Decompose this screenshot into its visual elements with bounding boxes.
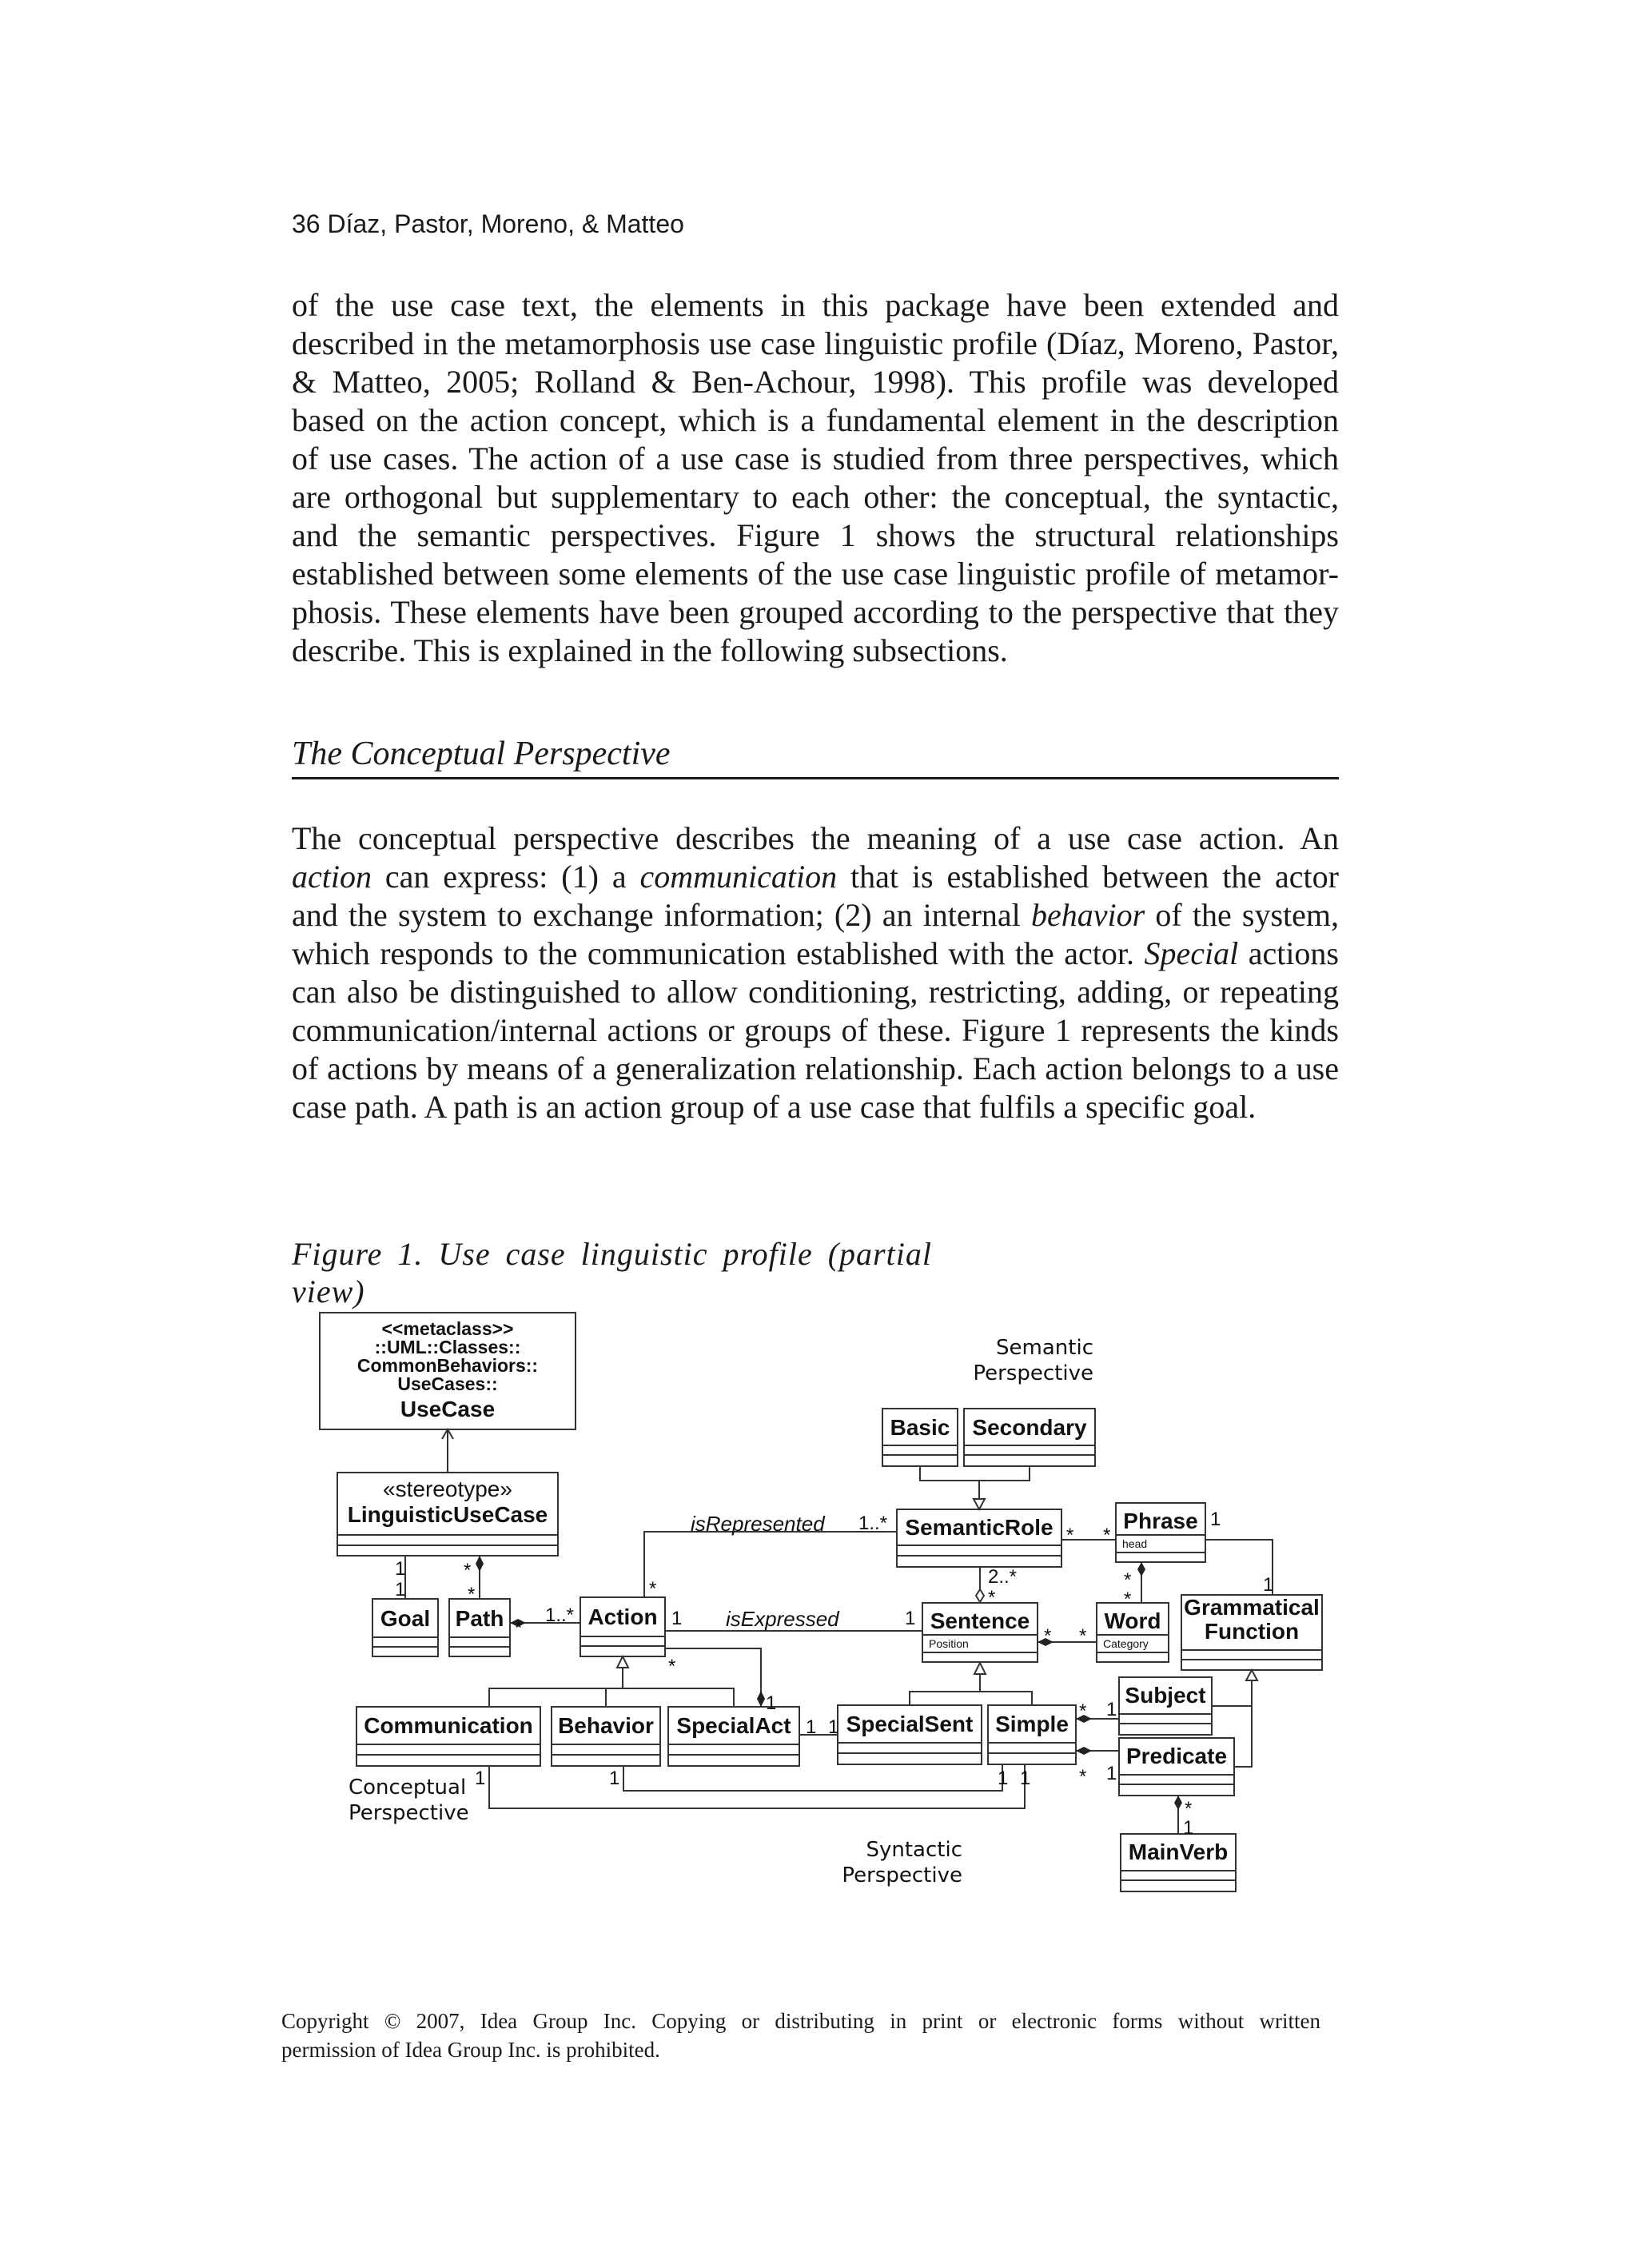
- multiplicities: [395, 1509, 1273, 1839]
- mult: *: [1066, 1525, 1074, 1546]
- mult: *: [1079, 1700, 1087, 1722]
- class-name: SpecialSent: [846, 1712, 974, 1736]
- mult: *: [988, 1587, 996, 1608]
- mult: *: [464, 1560, 472, 1581]
- mult: 1: [828, 1716, 839, 1738]
- class-name: Action: [587, 1604, 658, 1629]
- mult: *: [515, 1617, 523, 1639]
- class-specialact: [668, 1707, 799, 1766]
- text-run: of the system,: [1145, 897, 1339, 933]
- section-line: communication/internal actions or groups of these. Figure 1 represents the kinds: [292, 1012, 1339, 1048]
- mult: 1: [806, 1716, 817, 1738]
- section-line: case path. A path is an action group of a use case that fulfils a specific goal.: [292, 1089, 1257, 1125]
- class-name: Subject: [1125, 1683, 1206, 1708]
- class-word: [1097, 1603, 1169, 1662]
- emph-communication: communication: [639, 859, 838, 895]
- class-name: SemanticRole: [905, 1515, 1053, 1540]
- class-communication: [356, 1707, 540, 1766]
- class-name: Sentence: [930, 1608, 1030, 1633]
- metaclass-line: CommonBehaviors::: [356, 1355, 539, 1376]
- metaclass-line: UseCases::: [397, 1373, 498, 1394]
- class-name: Secondary: [972, 1415, 1087, 1440]
- class-behavior: [552, 1707, 660, 1766]
- class-mainverb: [1121, 1834, 1236, 1891]
- intro-line: of use cases. The action of a use case is studied from three perspectives, which: [292, 440, 1339, 476]
- conceptual-perspective-label: Perspective: [349, 1801, 469, 1825]
- class-action: [580, 1597, 665, 1656]
- running-head: 36 Díaz, Pastor, Moreno, & Matteo: [292, 209, 684, 238]
- intro-line: described in the metamorphosis use case linguistic profile (Díaz, Moreno, Pastor,: [292, 325, 1339, 361]
- class-name: Communication: [364, 1713, 533, 1738]
- class-name: Path: [455, 1606, 504, 1631]
- mult: 1: [766, 1692, 777, 1714]
- intro-line: are orthogonal but supplementary to each other: the conceptual, the syntactic,: [292, 479, 1339, 515]
- syntactic-perspective-label: Syntactic: [866, 1838, 962, 1862]
- class-secondary: [964, 1409, 1095, 1466]
- figure-caption: Figure 1. Use case linguistic profile (partial view): [292, 1236, 932, 1309]
- section-line: The conceptual perspective describes the meaning of a use case action. An: [292, 820, 1339, 856]
- class-name: Simple: [995, 1712, 1069, 1736]
- class-simple: [988, 1705, 1076, 1764]
- class-name: Grammatical: [1184, 1595, 1320, 1620]
- linguistic-usecase-name: LinguisticUseCase: [347, 1502, 548, 1527]
- mult: 1: [1210, 1509, 1221, 1530]
- class-semanticrole: [897, 1509, 1061, 1567]
- mult: 1: [475, 1768, 486, 1789]
- class-predicate: [1119, 1738, 1234, 1796]
- attribute-head: head: [1122, 1537, 1148, 1550]
- mult: *: [1103, 1525, 1111, 1546]
- syntactic-perspective-label: Perspective: [842, 1863, 962, 1887]
- intro-line: based on the action concept, which is a fundamental element in the description: [292, 402, 1339, 438]
- attribute-position: Position: [929, 1637, 969, 1650]
- intro-line: of the use case text, the elements in this package have been extended and: [292, 287, 1339, 323]
- conceptual-perspective-label: Conceptual: [349, 1776, 467, 1800]
- mult: 1: [905, 1608, 916, 1629]
- mult: 1: [1106, 1699, 1117, 1720]
- class-name: Word: [1104, 1608, 1161, 1633]
- mult: 1: [395, 1579, 406, 1600]
- mult: 1..*: [858, 1513, 888, 1534]
- mult: *: [1044, 1625, 1052, 1647]
- text-run: which responds to the communication established with the actor.: [292, 935, 1145, 971]
- footer-line: Copyright © 2007, Idea Group Inc. Copying or distributing in print or electronic forms without written: [281, 2009, 1320, 2033]
- emph-action: action: [292, 859, 372, 895]
- class-goal: [372, 1599, 438, 1656]
- footer-line: permission of Idea Group Inc. is prohibited.: [281, 2038, 660, 2062]
- class-name: SpecialAct: [676, 1713, 791, 1738]
- linguistic-usecase-box: [337, 1473, 558, 1556]
- label-isrepresented: isRepresented: [691, 1512, 825, 1536]
- mult: 1: [671, 1608, 683, 1629]
- metaclass-line: <<metaclass>>: [381, 1318, 514, 1339]
- emph-special: Special: [1144, 935, 1239, 971]
- class-subject: [1119, 1677, 1212, 1735]
- mult: *: [1079, 1766, 1087, 1788]
- class-grammatical-function: [1181, 1595, 1322, 1670]
- mult: 1: [1263, 1574, 1274, 1596]
- mult: *: [649, 1578, 657, 1600]
- mult: 1: [609, 1768, 620, 1789]
- copyright-footer: [281, 2007, 1320, 2064]
- intro-line: established between some elements of the use case linguistic profile of metamor-: [292, 556, 1339, 592]
- intro-line: and the semantic perspectives. Figure 1 shows the structural relationships: [292, 517, 1339, 553]
- class-name: Phrase: [1123, 1509, 1198, 1533]
- mult: 1: [1183, 1817, 1194, 1839]
- section-line: can also be distinguished to allow conditioning, restricting, adding, or repeating: [292, 974, 1339, 1010]
- class-name: Behavior: [558, 1713, 654, 1738]
- mult: 2..*: [988, 1566, 1018, 1588]
- mult: 1: [998, 1768, 1009, 1789]
- section-heading: The Conceptual Perspective: [292, 734, 1339, 779]
- class-phrase: [1116, 1503, 1205, 1562]
- class-sentence: [922, 1603, 1038, 1662]
- metaclass-box: [320, 1313, 576, 1429]
- mult: *: [1185, 1798, 1193, 1820]
- class-specialsent: [838, 1705, 982, 1764]
- text-run: and the system to exchange information; (2) an internal: [292, 897, 1031, 933]
- semantic-perspective-label: Perspective: [973, 1361, 1093, 1385]
- mult: *: [468, 1584, 476, 1605]
- mult: *: [1124, 1588, 1132, 1610]
- class-name: Predicate: [1125, 1744, 1228, 1768]
- section-line: of actions by means of a generalization relationship. Each action belongs to a use: [292, 1050, 1339, 1086]
- mult: *: [1079, 1625, 1087, 1647]
- metaclass-line: ::UML::Classes::: [374, 1337, 521, 1357]
- attribute-category: Category: [1103, 1637, 1149, 1650]
- intro-line: phosis. These elements have been grouped according to the perspective that they: [292, 594, 1339, 630]
- mult: 1: [1106, 1763, 1117, 1784]
- mult: *: [1124, 1569, 1132, 1591]
- intro-line: describe. This is explained in the following subsections.: [292, 632, 1008, 668]
- usecase-name: UseCase: [400, 1397, 496, 1421]
- class-path: [449, 1599, 510, 1656]
- mult: 1..*: [545, 1604, 575, 1626]
- class-name: Basic: [890, 1415, 950, 1440]
- class-basic: [882, 1409, 958, 1466]
- label-isexpressed: isExpressed: [726, 1607, 839, 1631]
- mult: *: [668, 1656, 676, 1677]
- class-name: MainVerb: [1128, 1840, 1229, 1864]
- class-name: Goal: [380, 1606, 431, 1631]
- text-run: that is established between the actor: [837, 859, 1339, 895]
- mult: 1: [395, 1558, 406, 1580]
- text-run: actions: [1238, 935, 1339, 971]
- intro-line: & Matteo, 2005; Rolland & Ben-Achour, 1998). This profile was developed: [292, 364, 1339, 400]
- mult: 1: [1020, 1768, 1031, 1789]
- text-run: can express: (1) a: [371, 859, 640, 895]
- class-name: Function: [1204, 1619, 1300, 1644]
- semantic-perspective-label: Semantic: [996, 1336, 1093, 1360]
- stereotype-label: «stereotype»: [383, 1477, 512, 1501]
- emph-behavior: behavior: [1030, 897, 1145, 933]
